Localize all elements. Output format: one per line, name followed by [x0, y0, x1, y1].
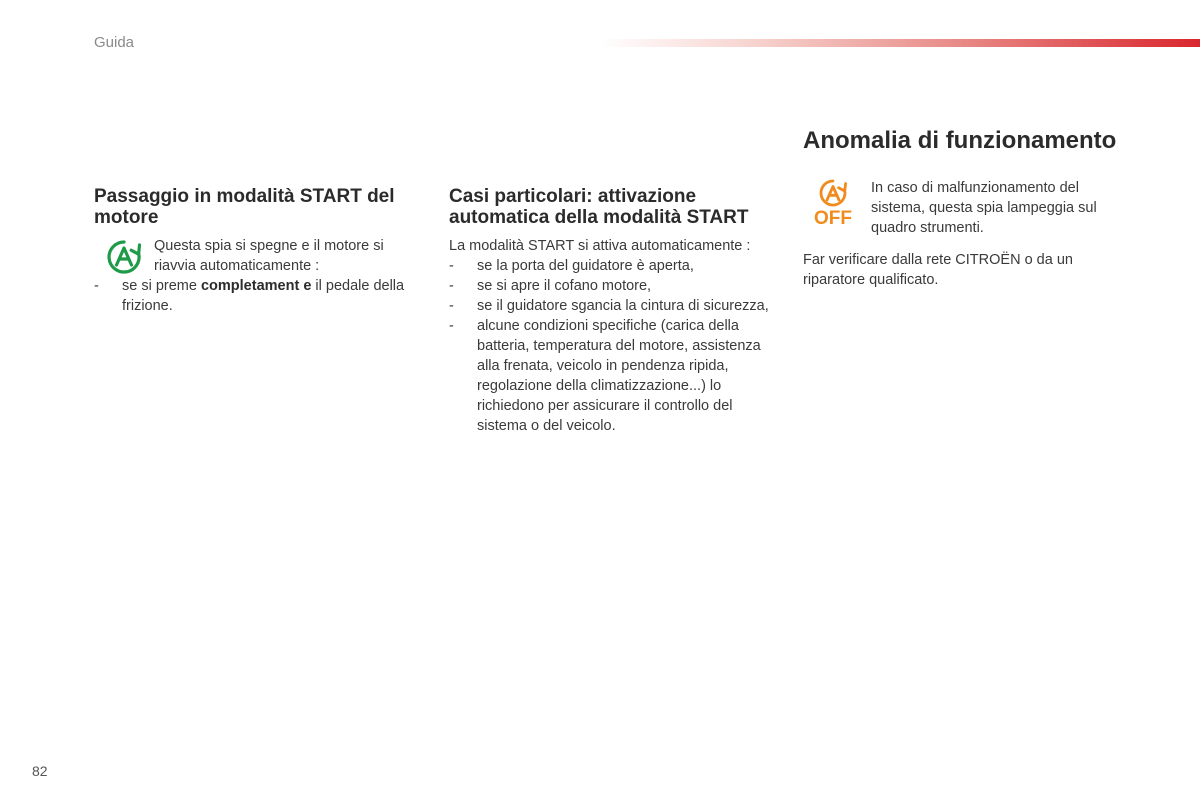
start-conditions-list	[94, 276, 424, 316]
column-malfunction	[803, 126, 1133, 290]
heading-special-cases: Casi particolari: attivazione automatica della modalità START	[449, 186, 749, 228]
list-item: - se il guidatore sgancia la cintura di sicurezza,	[449, 296, 784, 316]
section-label: Guida	[94, 34, 135, 51]
list-item: - se si apre il cofano motore,	[449, 276, 784, 296]
start-icon-description: Questa spia si spegne e il motore si riavvia automaticamente :	[154, 238, 384, 274]
page-number: 82	[32, 763, 48, 779]
auto-off-orange-icon	[811, 178, 855, 230]
column-special-cases	[449, 186, 784, 436]
heading-malfunction: Anomalia di funzionamento	[803, 127, 1117, 154]
off-label: OFF	[814, 208, 852, 229]
icon-row-off	[803, 178, 1133, 238]
header-accent-bar	[600, 39, 1200, 47]
column-start-mode	[94, 186, 424, 316]
list-item: - se si preme completament e il pedale della frizione.	[94, 276, 424, 316]
list-item: - se la porta del guidatore è aperta,	[449, 256, 784, 276]
malfunction-note: Far verificare dalla rete CITROËN o da un riparatore qualificato.	[803, 252, 1073, 288]
special-cases-intro: La modalità START si attiva automaticamente :	[449, 238, 751, 254]
icon-row-start	[94, 236, 424, 276]
off-icon-description: In caso di malfunzionamento del sistema, questa spia lampeggia sul quadro strumenti.	[871, 180, 1097, 236]
list-item: - alcune condizioni specifiche (carica della batteria, temperatura del motore, assistenza alla frenata, veicolo in pendenza ripida, regolazione della climatizzazione...) lo richiedono per assicurare il controllo del sistema o del veicolo.	[449, 316, 784, 436]
heading-start-mode: Passaggio in modalità START del motore	[94, 186, 395, 228]
auto-start-green-icon	[104, 237, 144, 277]
special-cases-list	[449, 256, 784, 436]
